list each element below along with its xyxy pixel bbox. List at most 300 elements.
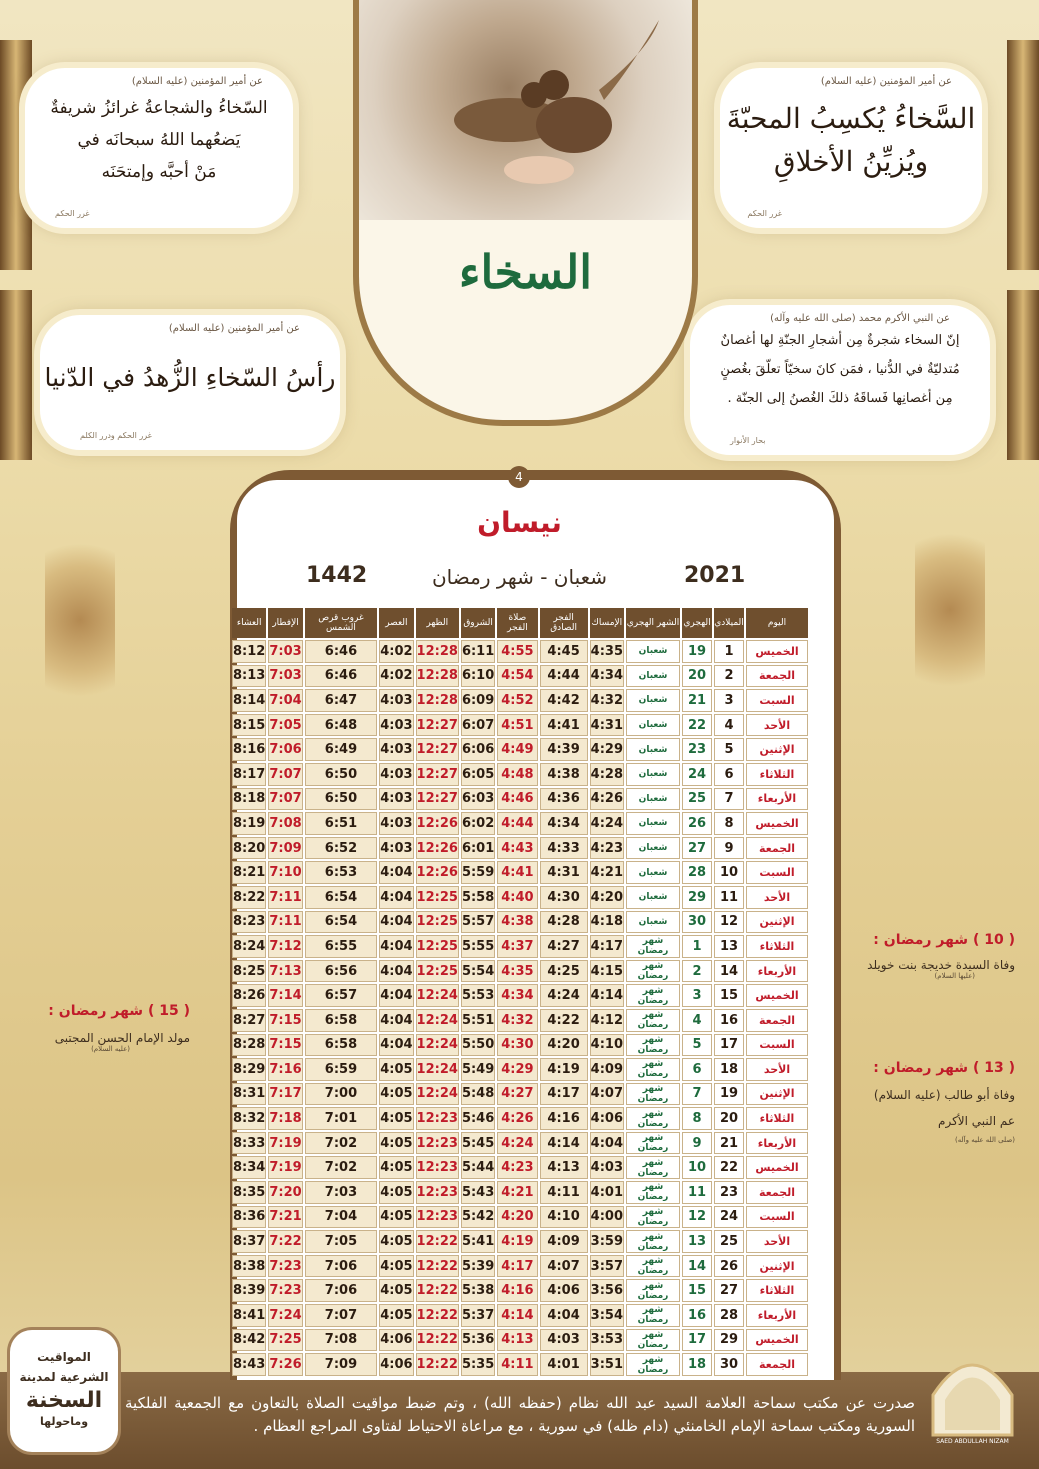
- cell-day: الجمعة: [746, 1353, 808, 1376]
- cell-day: الثلاثاء: [746, 1107, 808, 1130]
- cell-sunrise: 5:51: [461, 1009, 495, 1032]
- note-heading: ( 10 ) شهر رمضان :: [873, 932, 1015, 948]
- cell-isha: 8:41: [232, 1304, 266, 1327]
- cell-sunset: 6:49: [305, 738, 378, 761]
- cell-imsak: 4:26: [590, 788, 624, 811]
- cell-fp: 4:35: [497, 960, 537, 983]
- cell-h: 21: [682, 689, 712, 712]
- cell-h: 8: [682, 1107, 712, 1130]
- cell-m: شهر رمضان: [626, 1353, 680, 1376]
- cell-g: 10: [714, 861, 744, 884]
- cell-fp: 4:38: [497, 911, 537, 934]
- cell-g: 22: [714, 1156, 744, 1179]
- cell-sunset: 7:04: [305, 1206, 378, 1229]
- cell-g: 8: [714, 812, 744, 835]
- cell-sunrise: 5:43: [461, 1181, 495, 1204]
- cell-fajr: 4:14: [540, 1132, 588, 1155]
- quote-card-top-right: [720, 68, 982, 228]
- cell-fajr: 4:41: [540, 714, 588, 737]
- table-row: [232, 861, 808, 884]
- cell-iftar: 7:24: [268, 1304, 302, 1327]
- table-row: [232, 1107, 808, 1130]
- cell-dhuhr: 12:22: [416, 1230, 459, 1253]
- cell-m: شعبان: [626, 665, 680, 688]
- table-row: [232, 1279, 808, 1302]
- cell-sunset: 7:06: [305, 1279, 378, 1302]
- cell-isha: 8:33: [232, 1132, 266, 1155]
- cell-sunset: 6:55: [305, 935, 378, 958]
- note-body: وفاة أبو طالب (عليه السلام): [873, 1088, 1015, 1102]
- cell-h: 23: [682, 738, 712, 761]
- cell-m: شهر رمضان: [626, 1034, 680, 1057]
- cell-asr: 4:03: [379, 812, 413, 835]
- table-body: [232, 640, 808, 1376]
- cell-imsak: 3:59: [590, 1230, 624, 1253]
- cell-asr: 4:04: [379, 911, 413, 934]
- cell-g: 9: [714, 837, 744, 860]
- cell-sunrise: 6:11: [461, 640, 495, 663]
- cell-dhuhr: 12:25: [416, 960, 459, 983]
- cell-iftar: 7:04: [268, 689, 302, 712]
- cell-sunset: 6:47: [305, 689, 378, 712]
- col-gdate: الميلادي: [714, 608, 744, 638]
- cell-g: 4: [714, 714, 744, 737]
- cell-h: 18: [682, 1353, 712, 1376]
- cell-fajr: 4:01: [540, 1353, 588, 1376]
- table-row: [232, 1083, 808, 1106]
- cell-day: الإثنين: [746, 1255, 808, 1278]
- cell-h: 1: [682, 935, 712, 958]
- cell-imsak: 4:15: [590, 960, 624, 983]
- cell-sunrise: 5:55: [461, 935, 495, 958]
- cell-m: شهر رمضان: [626, 984, 680, 1007]
- cell-isha: 8:35: [232, 1181, 266, 1204]
- cell-asr: 4:03: [379, 689, 413, 712]
- cell-g: 14: [714, 960, 744, 983]
- prayer-times-table: [230, 606, 810, 1378]
- cell-sunrise: 6:02: [461, 812, 495, 835]
- table-row: [232, 689, 808, 712]
- cell-sunset: 6:58: [305, 1034, 378, 1057]
- cell-isha: 8:26: [232, 984, 266, 1007]
- cell-fp: 4:37: [497, 935, 537, 958]
- quote-line: مِن أغصانِها فَساقَهُ ذلكَ الغُصنُ إلى الجنّة .: [727, 391, 953, 406]
- cell-day: الأربعاء: [746, 1132, 808, 1155]
- cell-iftar: 7:07: [268, 788, 302, 811]
- note-heading: ( 13 ) شهر رمضان :: [873, 1060, 1015, 1076]
- cell-iftar: 7:10: [268, 861, 302, 884]
- cell-day: السبت: [746, 1206, 808, 1229]
- cell-sunrise: 6:05: [461, 763, 495, 786]
- table-row: [232, 1206, 808, 1229]
- cell-asr: 4:05: [379, 1304, 413, 1327]
- cell-imsak: 4:01: [590, 1181, 624, 1204]
- cell-dhuhr: 12:25: [416, 886, 459, 909]
- page-title: السخاء: [458, 245, 593, 299]
- cell-g: 24: [714, 1206, 744, 1229]
- cell-dhuhr: 12:23: [416, 1132, 459, 1155]
- col-fajr-prayer: صلاة الفجر: [497, 608, 537, 638]
- cell-m: شهر رمضان: [626, 1329, 680, 1352]
- cell-g: 3: [714, 689, 744, 712]
- cell-fajr: 4:38: [540, 763, 588, 786]
- quote-line: ويُزيِّنُ الأخلاقِ: [773, 145, 929, 178]
- cell-fajr: 4:19: [540, 1058, 588, 1081]
- cell-m: شهر رمضان: [626, 1009, 680, 1032]
- cell-sunset: 6:52: [305, 837, 378, 860]
- cell-day: الإثنين: [746, 911, 808, 934]
- col-fajr: الفجر الصادق: [540, 608, 588, 638]
- cell-dhuhr: 12:22: [416, 1353, 459, 1376]
- cell-h: 2: [682, 960, 712, 983]
- cell-h: 11: [682, 1181, 712, 1204]
- cell-fajr: 4:30: [540, 886, 588, 909]
- cell-fajr: 4:42: [540, 689, 588, 712]
- cell-asr: 4:04: [379, 861, 413, 884]
- cell-day: الأربعاء: [746, 788, 808, 811]
- note-ramadan-15: [15, 1003, 190, 1053]
- quote-ref: غرر الحكم: [55, 209, 90, 218]
- cell-fp: 4:17: [497, 1255, 537, 1278]
- cell-sunrise: 5:57: [461, 911, 495, 934]
- cell-sunrise: 5:46: [461, 1107, 495, 1130]
- col-sunset: غروب قرص الشمس: [305, 608, 378, 638]
- cell-imsak: 4:14: [590, 984, 624, 1007]
- cell-sunset: 7:06: [305, 1255, 378, 1278]
- cell-h: 6: [682, 1058, 712, 1081]
- cell-dhuhr: 12:24: [416, 984, 459, 1007]
- cell-imsak: 4:03: [590, 1156, 624, 1179]
- cell-fajr: 4:09: [540, 1230, 588, 1253]
- cell-sunset: 6:53: [305, 861, 378, 884]
- cell-isha: 8:24: [232, 935, 266, 958]
- col-hdate: الهجري: [682, 608, 712, 638]
- dome-logo-icon: [925, 1340, 1020, 1450]
- cell-day: الجمعة: [746, 1009, 808, 1032]
- cell-iftar: 7:14: [268, 984, 302, 1007]
- cell-asr: 4:04: [379, 984, 413, 1007]
- cell-day: السبت: [746, 1034, 808, 1057]
- cell-dhuhr: 12:23: [416, 1181, 459, 1204]
- cell-fajr: 4:31: [540, 861, 588, 884]
- cell-isha: 8:19: [232, 812, 266, 835]
- cell-fajr: 4:06: [540, 1279, 588, 1302]
- cell-fp: 4:55: [497, 640, 537, 663]
- cell-fajr: 4:07: [540, 1255, 588, 1278]
- cell-iftar: 7:23: [268, 1279, 302, 1302]
- cell-imsak: 3:56: [590, 1279, 624, 1302]
- cell-m: شعبان: [626, 689, 680, 712]
- quote-source: عن أمير المؤمنين (عليه السلام): [820, 76, 952, 87]
- cell-isha: 8:18: [232, 788, 266, 811]
- cell-sunset: 6:50: [305, 763, 378, 786]
- cell-asr: 4:03: [379, 738, 413, 761]
- cell-m: شهر رمضان: [626, 1083, 680, 1106]
- badge-line: الشرعية لمدينة: [19, 1370, 109, 1384]
- cell-m: شهر رمضان: [626, 1230, 680, 1253]
- month-name: نيسان: [477, 506, 562, 539]
- note-body-2: عم النبي الأكرم: [938, 1114, 1015, 1128]
- cell-m: شهر رمضان: [626, 1156, 680, 1179]
- cell-sunrise: 5:41: [461, 1230, 495, 1253]
- quote-ref: غرر الحكم: [747, 209, 782, 218]
- quote-line: يَضعُهما اللهُ سبحانَه في: [77, 130, 241, 150]
- cell-h: 13: [682, 1230, 712, 1253]
- note-sub: (صلى الله عليه وآله): [955, 1136, 1015, 1144]
- cell-dhuhr: 12:27: [416, 714, 459, 737]
- cell-imsak: 4:10: [590, 1034, 624, 1057]
- cell-imsak: 4:28: [590, 763, 624, 786]
- cell-isha: 8:14: [232, 689, 266, 712]
- table-row: [232, 1230, 808, 1253]
- cell-day: الخميس: [746, 812, 808, 835]
- cell-asr: 4:03: [379, 837, 413, 860]
- col-hmonth: الشهر الهجري: [626, 608, 680, 638]
- cell-iftar: 7:03: [268, 640, 302, 663]
- hijri-year: 1442: [306, 563, 368, 588]
- cell-day: الإثنين: [746, 738, 808, 761]
- cell-dhuhr: 12:23: [416, 1206, 459, 1229]
- cell-dhuhr: 12:22: [416, 1329, 459, 1352]
- cell-imsak: 4:35: [590, 640, 624, 663]
- cell-h: 15: [682, 1279, 712, 1302]
- cell-g: 23: [714, 1181, 744, 1204]
- table-row: [232, 935, 808, 958]
- cell-m: شعبان: [626, 763, 680, 786]
- cell-dhuhr: 12:23: [416, 1156, 459, 1179]
- birds-illustration: [359, 0, 692, 220]
- cell-imsak: 4:06: [590, 1107, 624, 1130]
- cell-iftar: 7:15: [268, 1009, 302, 1032]
- cell-sunrise: 6:07: [461, 714, 495, 737]
- cell-isha: 8:20: [232, 837, 266, 860]
- cell-g: 28: [714, 1304, 744, 1327]
- cell-fp: 4:49: [497, 738, 537, 761]
- cell-sunset: 6:48: [305, 714, 378, 737]
- cell-dhuhr: 12:28: [416, 689, 459, 712]
- cell-fp: 4:32: [497, 1009, 537, 1032]
- cell-day: السبت: [746, 689, 808, 712]
- cell-dhuhr: 12:24: [416, 1058, 459, 1081]
- cell-m: شعبان: [626, 812, 680, 835]
- cell-sunset: 6:57: [305, 984, 378, 1007]
- cell-fajr: 4:10: [540, 1206, 588, 1229]
- cell-sunrise: 5:42: [461, 1206, 495, 1229]
- cell-dhuhr: 12:22: [416, 1279, 459, 1302]
- col-asr: العصر: [379, 608, 413, 638]
- cell-fajr: 4:45: [540, 640, 588, 663]
- cell-day: الثلاثاء: [746, 935, 808, 958]
- cell-sunset: 6:58: [305, 1009, 378, 1032]
- cell-fajr: 4:28: [540, 911, 588, 934]
- cell-asr: 4:04: [379, 1009, 413, 1032]
- cell-fp: 4:11: [497, 1353, 537, 1376]
- cell-g: 27: [714, 1279, 744, 1302]
- cell-asr: 4:04: [379, 960, 413, 983]
- cell-isha: 8:23: [232, 911, 266, 934]
- cell-fp: 4:48: [497, 763, 537, 786]
- cell-imsak: 4:12: [590, 1009, 624, 1032]
- cell-fp: 4:43: [497, 837, 537, 860]
- table-row: [232, 960, 808, 983]
- cell-sunset: 6:46: [305, 665, 378, 688]
- cell-sunrise: 5:54: [461, 960, 495, 983]
- cell-m: شعبان: [626, 911, 680, 934]
- cell-isha: 8:37: [232, 1230, 266, 1253]
- cell-sunset: 6:46: [305, 640, 378, 663]
- gregorian-year: 2021: [684, 563, 746, 588]
- cell-sunset: 7:08: [305, 1329, 378, 1352]
- cell-iftar: 7:21: [268, 1206, 302, 1229]
- cell-g: 11: [714, 886, 744, 909]
- cell-sunset: 6:59: [305, 1058, 378, 1081]
- cell-h: 25: [682, 788, 712, 811]
- cell-g: 16: [714, 1009, 744, 1032]
- right-mid-pillar: [1007, 290, 1039, 460]
- cell-sunset: 7:07: [305, 1304, 378, 1327]
- cell-h: 3: [682, 984, 712, 1007]
- cell-m: شعبان: [626, 837, 680, 860]
- cell-isha: 8:25: [232, 960, 266, 983]
- cell-iftar: 7:25: [268, 1329, 302, 1352]
- cell-day: الإثنين: [746, 1083, 808, 1106]
- cell-h: 30: [682, 911, 712, 934]
- cell-dhuhr: 12:22: [416, 1255, 459, 1278]
- cell-isha: 8:28: [232, 1034, 266, 1057]
- cell-iftar: 7:15: [268, 1034, 302, 1057]
- table-row: [232, 984, 808, 1007]
- cell-imsak: 4:09: [590, 1058, 624, 1081]
- cell-iftar: 7:23: [268, 1255, 302, 1278]
- title-arch: [353, 0, 698, 426]
- cell-sunset: 7:02: [305, 1132, 378, 1155]
- cell-isha: 8:36: [232, 1206, 266, 1229]
- cell-day: الجمعة: [746, 665, 808, 688]
- table-row: [232, 1353, 808, 1376]
- badge-line: المواقيت: [37, 1350, 91, 1364]
- cell-fajr: 4:27: [540, 935, 588, 958]
- badge-city: السخنة: [25, 1388, 103, 1413]
- table-row: [232, 714, 808, 737]
- cell-h: 17: [682, 1329, 712, 1352]
- note-sub: (عليها السلام): [934, 972, 975, 980]
- cell-day: الخميس: [746, 1156, 808, 1179]
- cell-sunset: 7:09: [305, 1353, 378, 1376]
- cell-iftar: 7:18: [268, 1107, 302, 1130]
- cell-h: 16: [682, 1304, 712, 1327]
- cell-asr: 4:03: [379, 788, 413, 811]
- cell-m: شهر رمضان: [626, 935, 680, 958]
- cell-asr: 4:06: [379, 1353, 413, 1376]
- cell-asr: 4:05: [379, 1156, 413, 1179]
- cell-fajr: 4:13: [540, 1156, 588, 1179]
- cell-sunset: 6:51: [305, 812, 378, 835]
- cell-dhuhr: 12:26: [416, 861, 459, 884]
- cell-asr: 4:05: [379, 1083, 413, 1106]
- cell-g: 2: [714, 665, 744, 688]
- cell-day: الجمعة: [746, 837, 808, 860]
- col-day: اليوم: [746, 608, 808, 638]
- cell-dhuhr: 12:27: [416, 763, 459, 786]
- cell-iftar: 7:08: [268, 812, 302, 835]
- cell-day: الأحد: [746, 886, 808, 909]
- city-badge: [10, 1330, 118, 1452]
- cell-fp: 4:19: [497, 1230, 537, 1253]
- quote-card-top-left: [25, 68, 293, 228]
- cell-fajr: 4:44: [540, 665, 588, 688]
- cell-isha: 8:29: [232, 1058, 266, 1081]
- note-ramadan-10: [840, 932, 1015, 980]
- table-header-row: [232, 608, 808, 638]
- cell-h: 5: [682, 1034, 712, 1057]
- cell-day: الخميس: [746, 1329, 808, 1352]
- cell-iftar: 7:09: [268, 837, 302, 860]
- cell-fp: 4:23: [497, 1156, 537, 1179]
- cell-isha: 8:17: [232, 763, 266, 786]
- cell-sunset: 6:54: [305, 886, 378, 909]
- quote-source: عن النبي الأكرم محمد (صلى الله عليه وآله): [770, 313, 950, 324]
- left-ornament: [45, 520, 115, 720]
- cell-isha: 8:34: [232, 1156, 266, 1179]
- cell-asr: 4:03: [379, 714, 413, 737]
- table-row: [232, 1255, 808, 1278]
- note-ramadan-13: [840, 1060, 1015, 1144]
- cell-m: شعبان: [626, 714, 680, 737]
- cell-imsak: 4:00: [590, 1206, 624, 1229]
- cell-dhuhr: 12:26: [416, 812, 459, 835]
- table-row: [232, 911, 808, 934]
- cell-iftar: 7:17: [268, 1083, 302, 1106]
- cell-asr: 4:03: [379, 763, 413, 786]
- cell-iftar: 7:11: [268, 886, 302, 909]
- cell-fp: 4:16: [497, 1279, 537, 1302]
- quote-line: إنّ السخاء شجرةٌ مِن أشجارِ الجنّةِ لها أغصانٌ: [720, 333, 960, 348]
- birds-photo: [359, 0, 692, 220]
- quote-ref: غرر الحكم ودرر الكلم: [80, 431, 152, 440]
- note-sub: (عليه السلام): [91, 1045, 130, 1053]
- cell-iftar: 7:19: [268, 1156, 302, 1179]
- table-row: [232, 837, 808, 860]
- cell-h: 27: [682, 837, 712, 860]
- cell-imsak: 4:21: [590, 861, 624, 884]
- cell-sunrise: 5:53: [461, 984, 495, 1007]
- cell-sunrise: 5:45: [461, 1132, 495, 1155]
- right-top-pillar: [1007, 40, 1039, 270]
- badge-line: وماحولها: [39, 1415, 89, 1428]
- cell-fp: 4:52: [497, 689, 537, 712]
- cell-h: 12: [682, 1206, 712, 1229]
- cell-g: 20: [714, 1107, 744, 1130]
- cell-sunrise: 5:38: [461, 1279, 495, 1302]
- logo-caption: SAED ABDULLAH NIZAM: [936, 1438, 1009, 1445]
- cell-fajr: 4:17: [540, 1083, 588, 1106]
- cell-fp: 4:51: [497, 714, 537, 737]
- cell-h: 22: [682, 714, 712, 737]
- cell-asr: 4:02: [379, 665, 413, 688]
- cell-imsak: 4:31: [590, 714, 624, 737]
- cell-fp: 4:27: [497, 1083, 537, 1106]
- cell-day: الأحد: [746, 714, 808, 737]
- hijri-months: شعبان - شهر رمضان: [431, 565, 608, 589]
- cell-h: 9: [682, 1132, 712, 1155]
- col-dhuhr: الظهر: [416, 608, 459, 638]
- cell-fp: 4:21: [497, 1181, 537, 1204]
- office-logo: [925, 1340, 1020, 1450]
- cell-imsak: 4:24: [590, 812, 624, 835]
- cell-asr: 4:06: [379, 1329, 413, 1352]
- cell-m: شهر رمضان: [626, 960, 680, 983]
- cell-imsak: 4:04: [590, 1132, 624, 1155]
